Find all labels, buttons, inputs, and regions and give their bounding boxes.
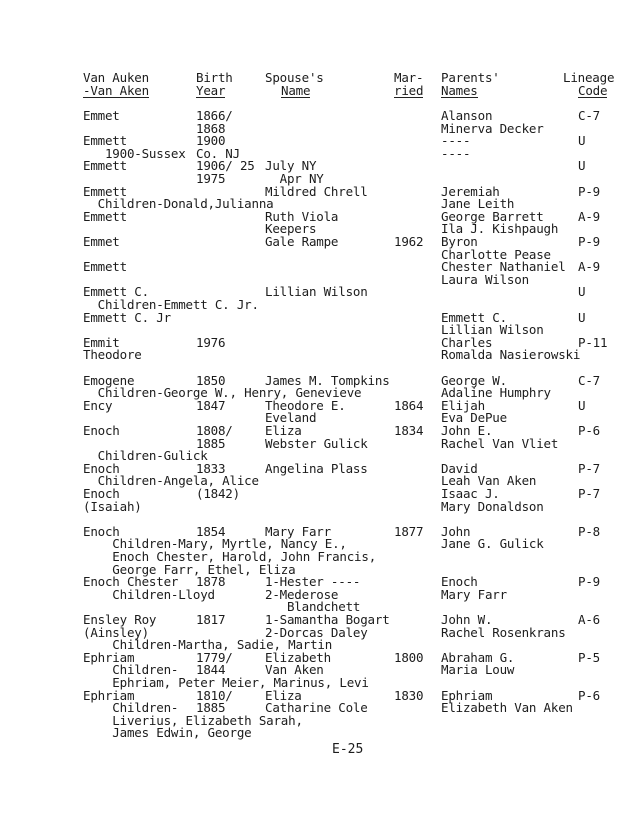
cell-parents: Ephriam [441, 687, 493, 703]
cell-name: James Edwin, George [83, 725, 252, 741]
cell-name: Ephriam [83, 649, 135, 665]
cell-spouse: Eliza [265, 423, 302, 438]
cell-parents: Laura Wilson [441, 271, 529, 287]
cell-parents: Romalda Nasierowski [441, 347, 581, 363]
cell-name: Emmet [83, 234, 120, 249]
cell-birth: 1900 [196, 133, 226, 149]
cell-lineage: C-7 [578, 108, 600, 123]
cell-name: (Ainsley) [83, 624, 149, 640]
cell-parents: Isaac J. [441, 486, 500, 501]
cell-birth: 1817 [196, 612, 226, 627]
cell-lineage: A-9 [578, 259, 600, 275]
cell-lineage: U [578, 397, 586, 413]
cell-parents: Maria Louw [441, 662, 515, 678]
cell-lineage: P-9 [578, 234, 600, 249]
cell-parents: George Barrett [441, 208, 544, 224]
header-spouse-1: Spouse's [265, 70, 324, 85]
cell-parents: Jeremiah [441, 183, 500, 199]
cell-birth: (1842) [196, 486, 240, 501]
cell-name: Enoch [83, 423, 120, 438]
cell-lineage: C-7 [578, 372, 600, 388]
cell-name: Emogene [83, 372, 135, 388]
cell-parents: Alanson [441, 108, 493, 123]
cell-lineage: A-9 [578, 208, 600, 224]
page-number: E-25 [332, 742, 364, 757]
cell-name: Children- [83, 662, 179, 678]
cell-spouse: Gale Rampe [265, 234, 339, 249]
cell-lineage: A-6 [578, 612, 600, 627]
cell-name: Enoch [83, 523, 120, 539]
cell-name: Children-Mary, Myrtle, Nancy E., [83, 536, 347, 552]
cell-spouse: 2-Mederose [265, 586, 339, 602]
cell-lineage: U [578, 309, 586, 325]
cell-parents: Mary Donaldson [441, 498, 544, 514]
cell-name: Emmett C. Jr [83, 309, 171, 325]
cell-parents: Elijah [441, 397, 485, 413]
cell-parents: Abraham G. [441, 649, 515, 665]
cell-birth: 1854 [196, 523, 226, 539]
cell-parents: John [441, 523, 471, 539]
cell-lineage: P-9 [578, 183, 600, 199]
cell-name: Children-Angela, Alice [83, 473, 259, 489]
header-spouse-2: Name [281, 83, 311, 98]
cell-spouse: July NY [265, 158, 317, 174]
cell-parents: David [441, 460, 478, 476]
cell-parents: ---- [441, 145, 471, 161]
cell-name: Enoch [83, 486, 120, 501]
cell-name: Emmett C. [83, 284, 149, 300]
cell-birth: 1885 [196, 700, 226, 716]
cell-parents: Enoch [441, 574, 478, 590]
header-name-2: -Van Aken [83, 83, 149, 98]
header-married-2: ried [394, 83, 424, 98]
cell-name: Ensley Roy [83, 612, 157, 627]
cell-parents: Charlotte Pease [441, 246, 551, 262]
cell-married: 1877 [394, 523, 424, 539]
cell-birth: 1975 [196, 171, 226, 186]
cell-spouse: Mildred Chrell [265, 183, 368, 199]
cell-name: Emmett [83, 208, 127, 224]
cell-parents: Lillian Wilson [441, 322, 544, 338]
cell-lineage: P-8 [578, 523, 600, 539]
header-name-1: Van Auken [83, 70, 149, 85]
cell-lineage: P-6 [578, 423, 600, 438]
header-birth-1: Birth [196, 70, 233, 85]
cell-parents: ---- [441, 133, 471, 149]
cell-name: Liverius, Elizabeth Sarah, [83, 712, 303, 728]
cell-name: Ephriam [83, 687, 135, 703]
cell-parents: Jane Leith [441, 196, 515, 212]
header-lineage-2: Code [578, 83, 608, 98]
cell-parents: Eva DePue [441, 410, 507, 426]
cell-spouse: Mary Farr [265, 523, 331, 539]
cell-birth: 1844 [196, 662, 226, 678]
cell-spouse: Webster Gulick [265, 435, 368, 451]
cell-parents: Jane G. Gulick [441, 536, 544, 552]
cell-birth: Co. NJ [196, 145, 240, 161]
cell-birth: 1866/ [196, 108, 233, 123]
cell-parents: Leah Van Aken [441, 473, 537, 489]
cell-lineage: P-5 [578, 649, 600, 665]
cell-spouse: Eliza [265, 687, 302, 703]
cell-name: Emmett [83, 133, 127, 149]
cell-spouse: 1-Hester ---- [265, 574, 361, 590]
cell-birth: 1885 [196, 435, 226, 451]
cell-name: Enoch Chester [83, 574, 179, 590]
cell-birth: 1810/ [196, 687, 233, 703]
cell-name: Children-Donald,Julianna [83, 196, 274, 212]
cell-married: 1800 [394, 649, 424, 665]
cell-birth: 1906/ 25 [196, 158, 255, 174]
cell-spouse: Apr NY [265, 171, 324, 186]
cell-parents: Charles [441, 334, 493, 350]
cell-parents: Elizabeth Van Aken [441, 700, 573, 716]
cell-married: 1830 [394, 687, 424, 703]
cell-name: Children-Gulick [83, 448, 208, 464]
cell-married: 1834 [394, 423, 424, 438]
cell-lineage: P-6 [578, 687, 600, 703]
cell-name: Emmit [83, 334, 120, 350]
cell-parents: Chester Nathaniel [441, 259, 566, 275]
cell-lineage: U [578, 133, 586, 149]
cell-birth: 1808/ [196, 423, 233, 438]
cell-name: Emmett [83, 158, 127, 174]
cell-parents: Mary Farr [441, 586, 507, 602]
cell-name: Theodore [83, 347, 142, 363]
cell-married: 1864 [394, 397, 424, 413]
cell-parents: Emmett C. [441, 309, 507, 325]
cell-parents: John E. [441, 423, 493, 438]
cell-name: Children- [83, 700, 179, 716]
cell-parents: Rachel Van Vliet [441, 435, 559, 451]
cell-parents: Minerva Decker [441, 120, 544, 136]
cell-parents: John W. [441, 612, 493, 627]
cell-married: 1962 [394, 234, 424, 249]
cell-spouse: Eveland [265, 410, 317, 426]
cell-name: Enoch [83, 460, 120, 476]
cell-birth: 1847 [196, 397, 226, 413]
cell-lineage: P-11 [578, 334, 608, 350]
cell-birth: 1833 [196, 460, 226, 476]
header-birth-2: Year [196, 83, 226, 98]
cell-birth: 1878 [196, 574, 226, 590]
cell-name: Children-Emmett C. Jr. [83, 297, 259, 312]
cell-birth: 1976 [196, 334, 226, 350]
cell-lineage: P-7 [578, 460, 600, 476]
cell-lineage: P-7 [578, 486, 600, 501]
cell-lineage: P-9 [578, 574, 600, 590]
header-parents-1: Parents' [441, 70, 500, 85]
cell-spouse: 2-Dorcas Daley [265, 624, 368, 640]
cell-parents: Adaline Humphry [441, 385, 551, 401]
cell-spouse: Catharine Cole [265, 700, 368, 716]
cell-name: 1900-Sussex [83, 145, 186, 161]
cell-name: (Isaiah) [83, 498, 142, 514]
cell-name: Ency [83, 397, 113, 413]
cell-name: Enoch Chester, Harold, John Francis, [83, 549, 377, 564]
cell-name: Children-Martha, Sadie, Martin [83, 637, 333, 653]
cell-lineage: U [578, 158, 586, 174]
cell-parents: George W. [441, 372, 507, 388]
cell-spouse: James M. Tompkins [265, 372, 390, 388]
cell-parents: Ila J. Kishpaugh [441, 221, 559, 237]
cell-name: Ephriam, Peter Meier, Marinus, Levi [83, 675, 369, 690]
cell-spouse: Ruth Viola [265, 208, 339, 224]
cell-parents: Byron [441, 234, 478, 249]
cell-name: George Farr, Ethel, Eliza [83, 561, 296, 577]
cell-name: Children-Lloyd [83, 586, 215, 602]
cell-spouse: Elizabeth [265, 649, 331, 665]
cell-spouse: Blandchett [265, 599, 361, 615]
cell-parents: Rachel Rosenkrans [441, 624, 566, 640]
cell-spouse: Theodore E. [265, 397, 346, 413]
cell-name: Children-George W., Henry, Genevieve [83, 385, 362, 401]
cell-spouse: Angelina Plass [265, 460, 368, 476]
cell-lineage: U [578, 284, 586, 300]
cell-name: Emmett [83, 259, 127, 275]
cell-spouse: Van Aken [265, 662, 324, 678]
cell-spouse: 1-Samantha Bogart [265, 612, 390, 627]
cell-birth: 1868 [196, 120, 226, 136]
cell-spouse: Lillian Wilson [265, 284, 368, 300]
header-lineage-1: Lineage [563, 70, 615, 85]
cell-name: Emmett [83, 183, 127, 199]
cell-birth: 1779/ [196, 649, 233, 665]
header-parents-2: Names [441, 83, 478, 98]
header-married-1: Mar- [394, 70, 424, 85]
cell-birth: 1850 [196, 372, 226, 388]
cell-spouse: Keepers [265, 221, 317, 237]
cell-name: Emmet [83, 108, 120, 123]
